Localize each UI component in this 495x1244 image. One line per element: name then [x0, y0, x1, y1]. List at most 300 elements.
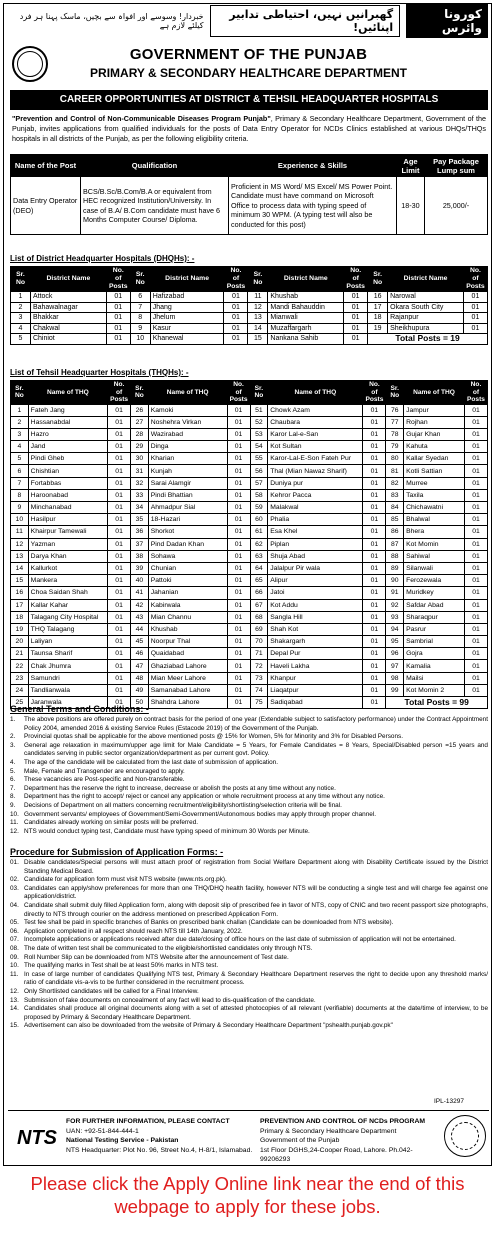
thq-cell-posts: 01 — [227, 587, 250, 599]
thq-cell-name: Taxila — [404, 489, 465, 501]
thq-cell-name: Muridkey — [404, 587, 465, 599]
thq-cell-name: Shorkot — [148, 526, 227, 538]
dhq-cell-name: Bahawalnagar — [30, 302, 106, 313]
thq-cell-sr: 25 — [11, 697, 29, 709]
thq-cell-posts: 01 — [108, 684, 131, 696]
banner-small-text: خبردار! وسوسے اور افواہ سے بچیں، ماسک پہنا ہر فرد کیلئے لازم ہے — [19, 12, 204, 30]
thq-cell-name: Dinga — [148, 441, 227, 453]
dhq-cell-sr: 17 — [368, 302, 388, 313]
thq-cell-sr: 59 — [250, 502, 268, 514]
thq-cell-posts: 01 — [108, 453, 131, 465]
dhq-h-posts: No. of Posts — [106, 267, 130, 292]
thq-cell-posts: 01 — [227, 672, 250, 684]
thq-cell-name: Jatoi — [268, 587, 363, 599]
thq-cell-sr: 50 — [131, 697, 149, 709]
thq-cell-name: Sangla Hill — [268, 611, 363, 623]
footer-contact — [66, 1117, 256, 1155]
thq-cell-posts: 01 — [108, 575, 131, 587]
dhq-total: Total Posts = 19 — [368, 334, 488, 345]
table-row — [11, 292, 488, 303]
program-address: 1st Floor DGHS,24-Cooper Road, Lahore. Ph.042-99206293 — [260, 1146, 413, 1163]
dhq-h-sr: Sr. No — [130, 267, 150, 292]
thq-cell-sr: 69 — [250, 623, 268, 635]
table-row — [11, 526, 488, 538]
thq-cell-name: Noorpur Thal — [148, 636, 227, 648]
thq-cell-sr: 37 — [131, 538, 149, 550]
dhq-table-header — [11, 267, 488, 292]
table-row — [11, 623, 488, 635]
dhq-cell-posts: 01 — [463, 313, 487, 324]
thq-cell-name: Jampur — [404, 404, 465, 416]
list-item-number: 11. — [10, 970, 19, 978]
post-age: 18-30 — [397, 177, 425, 235]
list-item — [10, 776, 488, 785]
thq-cell-name: Jand — [28, 441, 107, 453]
thq-cell-name: Kallar Kahar — [28, 599, 107, 611]
thq-cell-sr: 51 — [250, 404, 268, 416]
thq-cell-sr: 33 — [131, 489, 149, 501]
thq-cell-name: Duniya pur — [268, 477, 363, 489]
thq-cell-posts: 01 — [108, 599, 131, 611]
list-item-text: Department has the right to accept/ reject or cancel any application or whole recruitment process at any time without any notice. — [24, 793, 385, 801]
thq-cell-name: Depal Pur — [268, 648, 363, 660]
thq-h-name: Name of THQ — [148, 381, 227, 405]
thq-cell-sr: 16 — [11, 587, 29, 599]
list-item-number: 14. — [10, 1005, 19, 1013]
thq-cell-sr: 5 — [11, 453, 29, 465]
thq-cell-name: Noshehra Virkan — [148, 416, 227, 428]
thq-cell-posts: 01 — [363, 587, 386, 599]
thq-cell-name: Kot Sultan — [268, 441, 363, 453]
thq-cell-posts: 01 — [227, 562, 250, 574]
list-item — [10, 902, 488, 919]
list-item-text: These vacancies are Post-specific and Non-transferable. — [24, 776, 185, 784]
thq-cell-posts: 01 — [363, 502, 386, 514]
list-item-text: Application completed in all respect should reach NTS till 14th January, 2022. — [24, 927, 243, 935]
thq-cell-posts: 01 — [464, 636, 487, 648]
dhq-cell-name: Hafizabad — [150, 292, 224, 303]
thq-cell-posts: 01 — [464, 538, 487, 550]
thq-cell-name: Chunian — [148, 562, 227, 574]
thq-cell-posts: 01 — [363, 599, 386, 611]
list-item-number: 07. — [10, 936, 19, 944]
dhq-cell-name: Nankana Sahib — [268, 334, 344, 345]
thq-h-posts: No. of Posts — [227, 381, 250, 405]
thq-table-header — [11, 381, 488, 405]
dhq-cell-posts: 01 — [106, 292, 130, 303]
list-item — [10, 988, 488, 997]
thq-cell-name: Hassanabdal — [28, 416, 107, 428]
thq-cell-name: Taunsa Sharif — [28, 648, 107, 660]
dhq-cell-name: Rajanpur — [388, 313, 464, 324]
thq-cell-sr: 7 — [11, 477, 29, 489]
thq-cell-sr: 71 — [250, 648, 268, 660]
table-row — [11, 323, 488, 334]
thq-cell-posts: 01 — [363, 636, 386, 648]
thq-cell-posts: 01 — [363, 697, 386, 709]
thq-cell-name: Shuja Abad — [268, 550, 363, 562]
thq-cell-name: Pindi Bhattian — [148, 489, 227, 501]
thq-cell-sr: 43 — [131, 611, 149, 623]
dhq-cell-name: Muzaffargarh — [268, 323, 344, 334]
list-item — [10, 936, 488, 945]
list-item-text: Decisions of Department on all matters concerning recruitment/eligibility/shortlisting/selection criteria will be final. — [24, 801, 342, 809]
thq-cell-name: Gujar Khan — [404, 428, 465, 440]
dhq-cell-sr: 13 — [248, 313, 268, 324]
thq-cell-sr: 46 — [131, 648, 149, 660]
thq-cell-name: Samanabad Lahore — [148, 684, 227, 696]
thq-cell-posts: 01 — [108, 538, 131, 550]
thq-cell-posts: 01 — [227, 599, 250, 611]
thq-cell-sr: 79 — [386, 441, 404, 453]
dhq-cell-name: Attock — [30, 292, 106, 303]
footer-program — [260, 1117, 438, 1165]
list-item-number: 4. — [10, 758, 16, 766]
table-row — [11, 502, 488, 514]
thq-table — [10, 380, 488, 709]
uan: UAN: +92-51-844-444-1 — [66, 1127, 139, 1135]
dhq-cell-name: Narowal — [388, 292, 464, 303]
thq-cell-sr: 39 — [131, 562, 149, 574]
thq-cell-name: Pind Dadan Khan — [148, 538, 227, 550]
thq-cell-name: Hasilpur — [28, 514, 107, 526]
thq-cell-posts: 01 — [108, 416, 131, 428]
thq-cell-posts: 01 — [363, 489, 386, 501]
thq-cell-sr: 62 — [250, 538, 268, 550]
thq-cell-name: Darya Khan — [28, 550, 107, 562]
intro-paragraph — [12, 114, 486, 144]
thq-cell-posts: 01 — [363, 684, 386, 696]
list-item — [10, 716, 488, 733]
thq-cell-sr: 9 — [11, 502, 29, 514]
thq-cell-sr: 93 — [386, 611, 404, 623]
thq-cell-posts: 01 — [227, 404, 250, 416]
list-item-text: Provincial quotas shall be applicable for the above mentioned posts @ 15% for Women, 5% for Minority and 3% for Disabled Persons. — [24, 733, 404, 741]
thq-cell-name: Kahuta — [404, 441, 465, 453]
thq-cell-sr: 52 — [250, 416, 268, 428]
thq-cell-posts: 01 — [108, 502, 131, 514]
thq-cell-name: Ferozewala — [404, 575, 465, 587]
thq-cell-name: Sarai Alamgir — [148, 477, 227, 489]
thq-cell-name: Jahanian — [148, 587, 227, 599]
thq-cell-name: Mian Channu — [148, 611, 227, 623]
dhq-cell-posts: 01 — [224, 323, 248, 334]
thq-h-posts: No. of Posts — [363, 381, 386, 405]
table-row — [11, 636, 488, 648]
list-item — [10, 811, 488, 820]
thq-cell-posts: 01 — [363, 428, 386, 440]
thq-cell-name: Murree — [404, 477, 465, 489]
dhq-cell-name: Sheikhupura — [388, 323, 464, 334]
thq-cell-posts: 01 — [464, 550, 487, 562]
corona-banner — [8, 8, 488, 34]
list-item-number: 03. — [10, 884, 19, 892]
list-item — [10, 954, 488, 963]
thq-cell-sr: 63 — [250, 550, 268, 562]
thq-h-sr: Sr. No — [131, 381, 149, 405]
thq-cell-posts: 01 — [108, 404, 131, 416]
thq-h-sr: Sr. No — [250, 381, 268, 405]
thq-cell-posts: 01 — [108, 489, 131, 501]
thq-cell-name: Pasrur — [404, 623, 465, 635]
thq-cell-posts: 01 — [108, 562, 131, 574]
thq-cell-sr: 91 — [386, 587, 404, 599]
dhq-cell-name: Mianwali — [268, 313, 344, 324]
thq-cell-sr: 81 — [386, 465, 404, 477]
thq-cell-posts: 01 — [464, 611, 487, 623]
thq-cell-sr: 97 — [386, 660, 404, 672]
thq-cell-name: Kotli Sattian — [404, 465, 465, 477]
dhq-h-name: District Name — [30, 267, 106, 292]
dhq-cell-posts: 01 — [106, 302, 130, 313]
list-item-number: 08. — [10, 944, 19, 952]
table-row — [11, 538, 488, 550]
thq-cell-name: Jaranwala — [28, 697, 107, 709]
list-item-text: Candidates can apply/show preferences for more than one THQ/DHQ health facility, however NTS will be conducting a single test and will charge fee against one application/district. — [24, 884, 488, 901]
thq-h-posts: No. of Posts — [464, 381, 487, 405]
list-item — [10, 885, 488, 902]
dhq-cell-posts: 01 — [344, 323, 368, 334]
table-row — [11, 660, 488, 672]
thq-cell-sr: 35 — [131, 514, 149, 526]
dhq-cell-posts: 01 — [344, 302, 368, 313]
thq-cell-name: Quaidabad — [148, 648, 227, 660]
thq-cell-sr: 67 — [250, 599, 268, 611]
dhq-h-posts: No. of Posts — [224, 267, 248, 292]
dhq-cell-posts: 01 — [344, 292, 368, 303]
list-item-number: 9. — [10, 801, 16, 809]
thq-h-name: Name of THQ — [28, 381, 107, 405]
list-item-number: 12. — [10, 827, 19, 835]
thq-cell-posts: 01 — [108, 672, 131, 684]
thq-cell-sr: 66 — [250, 587, 268, 599]
ncd-emblem-icon — [444, 1115, 486, 1157]
dhq-cell-name: Mandi Bahauddin — [268, 302, 344, 313]
thq-cell-sr: 86 — [386, 526, 404, 538]
thq-cell-sr: 31 — [131, 465, 149, 477]
list-item — [10, 793, 488, 802]
thq-cell-sr: 68 — [250, 611, 268, 623]
thq-cell-name: Chak Jhumra — [28, 660, 107, 672]
thq-cell-sr: 74 — [250, 684, 268, 696]
thq-cell-name: Choa Saidan Shah — [28, 587, 107, 599]
table-row — [11, 562, 488, 574]
list-item-number: 6. — [10, 776, 16, 784]
thq-cell-sr: 49 — [131, 684, 149, 696]
thq-cell-posts: 01 — [227, 636, 250, 648]
dhq-cell-posts: 01 — [224, 302, 248, 313]
thq-cell-name: Gojra — [404, 648, 465, 660]
table-row — [11, 648, 488, 660]
thq-cell-posts: 01 — [227, 575, 250, 587]
thq-cell-name: 18-Hazari — [148, 514, 227, 526]
thq-cell-sr: 90 — [386, 575, 404, 587]
thq-cell-sr: 96 — [386, 648, 404, 660]
thq-cell-sr: 20 — [11, 636, 29, 648]
thq-cell-sr: 64 — [250, 562, 268, 574]
dhq-cell-sr: 8 — [130, 313, 150, 324]
thq-h-sr: Sr. No — [386, 381, 404, 405]
list-item-number: 13. — [10, 996, 19, 1004]
list-item — [10, 785, 488, 794]
thq-cell-posts: 01 — [363, 477, 386, 489]
thq-cell-posts: 01 — [108, 623, 131, 635]
thq-cell-posts: 01 — [464, 623, 487, 635]
dhq-cell-name: Chakwal — [30, 323, 106, 334]
thq-cell-sr: 87 — [386, 538, 404, 550]
thq-cell-posts: 01 — [363, 623, 386, 635]
thq-cell-posts: 01 — [464, 404, 487, 416]
dhq-cell-sr: 3 — [11, 313, 31, 324]
thq-cell-sr: 44 — [131, 623, 149, 635]
dhq-h-posts: No. of Posts — [463, 267, 487, 292]
list-item-text: Male, Female and Transgender are encouraged to apply. — [24, 767, 185, 775]
dhq-cell-posts: 01 — [106, 334, 130, 345]
procedure-heading: Procedure for Submission of Application Forms: - — [10, 847, 224, 857]
thq-cell-name: Chishtian — [28, 465, 107, 477]
thq-cell-sr: 77 — [386, 416, 404, 428]
thq-cell-name: Karor Lal-e-San — [268, 428, 363, 440]
thq-cell-sr: 40 — [131, 575, 149, 587]
thq-cell-posts: 01 — [464, 502, 487, 514]
thq-cell-posts: 01 — [227, 489, 250, 501]
list-item-number: 8. — [10, 793, 16, 801]
list-item-text: NTS would conduct typing test, Candidate must have typing speed of minimum 30 Words per Minute. — [24, 827, 310, 835]
thq-cell-name: Kharian — [148, 453, 227, 465]
thq-cell-posts: 01 — [363, 465, 386, 477]
thq-cell-posts: 01 — [464, 684, 487, 696]
thq-cell-sr: 45 — [131, 636, 149, 648]
banner-slogan: گھبرانیں نہیں، احتیاطی تدابیر اپنائیں! — [210, 5, 401, 37]
thq-cell-sr: 83 — [386, 489, 404, 501]
thq-cell-posts: 01 — [108, 611, 131, 623]
thq-cell-posts: 01 — [227, 538, 250, 550]
dhq-cell-name: Jhang — [150, 302, 224, 313]
thq-cell-name: Esa Khel — [268, 526, 363, 538]
thq-cell-sr: 95 — [386, 636, 404, 648]
thq-cell-sr: 22 — [11, 660, 29, 672]
list-item-text: Candidates already working on similar posts will be preferred. — [24, 819, 199, 827]
dhq-cell-name: Khanewal — [150, 334, 224, 345]
list-item — [10, 1022, 488, 1031]
list-item — [10, 997, 488, 1006]
thq-cell-posts: 01 — [363, 672, 386, 684]
list-item-number: 5. — [10, 767, 16, 775]
thq-cell-name: Kot Momin — [404, 538, 465, 550]
thq-cell-name: Bhera — [404, 526, 465, 538]
thq-cell-posts: 01 — [363, 514, 386, 526]
thq-cell-name: Fortabbas — [28, 477, 107, 489]
thq-cell-name: Shakargarh — [268, 636, 363, 648]
thq-cell-sr: 78 — [386, 428, 404, 440]
list-item-number: 1. — [10, 716, 16, 723]
thq-cell-posts: 01 — [227, 611, 250, 623]
thq-cell-sr: 55 — [250, 453, 268, 465]
dhq-title: List of District Headquarter Hospitals (DHQHs): - — [10, 254, 195, 263]
thq-cell-sr: 18 — [11, 611, 29, 623]
list-item-text: Test fee shall be paid in specific branches of Banks on prescribed bank challan (Candidate can be downloaded from NTS website). — [24, 919, 394, 927]
dhq-h-sr: Sr. No — [248, 267, 268, 292]
thq-cell-name: Kot Momin 2 — [404, 684, 465, 696]
thq-cell-name: Rojhan — [404, 416, 465, 428]
thq-cell-name: Thal (Mian Nawaz Sharif) — [268, 465, 363, 477]
thq-cell-sr: 11 — [11, 526, 29, 538]
thq-cell-sr: 38 — [131, 550, 149, 562]
thq-cell-posts: 01 — [108, 587, 131, 599]
thq-cell-sr: 56 — [250, 465, 268, 477]
table-row — [11, 575, 488, 587]
list-item — [10, 768, 488, 777]
thq-cell-sr: 48 — [131, 672, 149, 684]
thq-cell-sr: 36 — [131, 526, 149, 538]
nts-address: NTS Headquarter: Plot No. 96, Street No.4, H-8/1, Islamabad. — [66, 1146, 253, 1154]
list-item — [10, 802, 488, 811]
thq-cell-sr: 53 — [250, 428, 268, 440]
thq-cell-name: Bhalwal — [404, 514, 465, 526]
thq-h-name: Name of THQ — [404, 381, 465, 405]
thq-cell-name: Ahmadpur Sial — [148, 502, 227, 514]
thq-cell-name: Tandlianwala — [28, 684, 107, 696]
thq-cell-sr: 60 — [250, 514, 268, 526]
thq-cell-name: Kamalia — [404, 660, 465, 672]
thq-cell-posts: 01 — [464, 441, 487, 453]
table-row — [11, 404, 488, 416]
thq-cell-posts: 01 — [108, 526, 131, 538]
thq-cell-name: Samundri — [28, 672, 107, 684]
thq-cell-name: Piplan — [268, 538, 363, 550]
list-item — [10, 945, 488, 954]
thq-cell-sr: 28 — [131, 428, 149, 440]
list-item-text: The date of written test shall be communicated to the eligible/shortlisted candidates only through NTS. — [24, 944, 313, 952]
dhq-cell-posts: 01 — [344, 334, 368, 345]
thq-cell-sr: 1 — [11, 404, 29, 416]
thq-cell-posts: 01 — [363, 648, 386, 660]
thq-cell-posts: 01 — [363, 526, 386, 538]
thq-cell-sr: 75 — [250, 697, 268, 709]
thq-cell-name: Karor-Lal-E-Son Fateh Pur — [268, 453, 363, 465]
list-item-text: In case of large number of candidates Qualifying NTS test, Primary & Secondary Healthcare Department reserves the right to decide upon any threshold marks/ ratio of candidate vis-a-vis to be further considered in the recruitment process. — [24, 970, 488, 987]
thq-cell-posts: 01 — [464, 526, 487, 538]
list-item-text: Only Shortlisted candidates will be called for a Final Interview. — [24, 987, 199, 995]
thq-cell-posts: 01 — [227, 623, 250, 635]
intro-text: , Primary & Secondary Healthcare Department, Government of the Punjab, invites applications from qualified individuals for the posts of Data Entry Operator for NCDs Clinics established at various DHQs/THQs hospitals in all districts of the Punjab, as per the following eligibility criteria. — [12, 114, 487, 143]
dhq-h-name: District Name — [388, 267, 464, 292]
list-item-number: 2. — [10, 733, 16, 741]
dhq-h-sr: Sr. No — [368, 267, 388, 292]
dhq-cell-sr: 15 — [248, 334, 268, 345]
dhq-h-name: District Name — [150, 267, 224, 292]
list-item — [10, 962, 488, 971]
thq-cell-name: Liaqatpur — [268, 684, 363, 696]
thq-cell-sr: 6 — [11, 465, 29, 477]
thq-cell-posts: 01 — [108, 648, 131, 660]
dhq-cell-posts: 01 — [463, 323, 487, 334]
nts-name: National Testing Service - Pakistan — [66, 1137, 179, 1144]
thq-cell-name: Phalia — [268, 514, 363, 526]
thq-cell-sr: 61 — [250, 526, 268, 538]
thq-cell-posts: 01 — [227, 465, 250, 477]
terms-list — [10, 716, 488, 836]
thq-cell-sr: 3 — [11, 428, 29, 440]
thq-cell-posts: 01 — [227, 660, 250, 672]
thq-cell-sr: 29 — [131, 441, 149, 453]
thq-cell-name: Minchanabad — [28, 502, 107, 514]
list-item-text: General age relaxation in maximum/upper age limit for Male Candidate = 5 Years, for Female Candidates = 8 Years, Special/Disabled person =15 years and candidates serving in public sector organization/department as per current govt. Policy. — [24, 741, 488, 758]
thq-cell-sr: 65 — [250, 575, 268, 587]
table-row — [11, 334, 488, 345]
table-row — [11, 428, 488, 440]
dhq-h-sr: Sr. No — [11, 267, 31, 292]
